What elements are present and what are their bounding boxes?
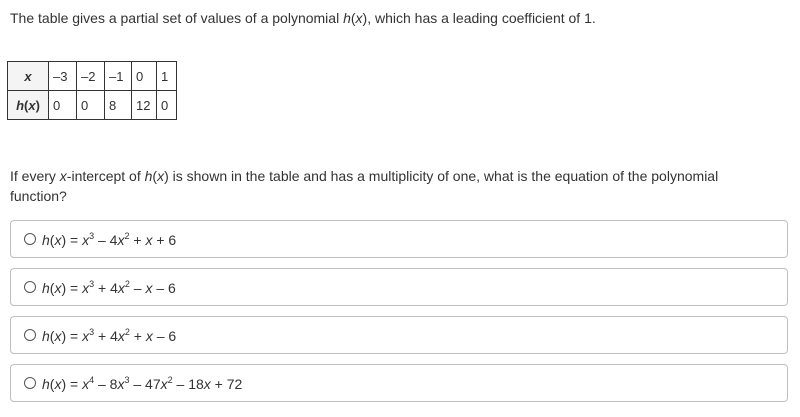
variable: x (117, 232, 125, 248)
variable: x (117, 280, 125, 296)
variable: x (203, 376, 211, 392)
table-cell: 1 (157, 62, 177, 91)
question-text (10, 166, 770, 206)
variable: x (145, 232, 153, 248)
variable: x (145, 280, 153, 296)
table-cell: 0 (49, 91, 77, 120)
option-equation (42, 231, 176, 249)
paren: ( (350, 10, 356, 26)
table-header-x (8, 62, 49, 91)
intro-text-part: ), which has a leading coefficient of 1. (362, 10, 596, 26)
variable: x (82, 328, 90, 344)
table-cell: 12 (132, 91, 157, 120)
intro-text (10, 9, 596, 27)
variable: x (355, 10, 363, 26)
equals: ) = (61, 376, 83, 392)
intro-text-part: The table gives a partial set of values of a polynomial (10, 10, 344, 26)
table-row-x (8, 62, 177, 91)
exponent: 2 (167, 375, 173, 385)
term: + (129, 232, 146, 248)
term: + 72 (210, 376, 243, 392)
table-header-h (8, 91, 49, 120)
term: – 47 (129, 376, 161, 392)
paren: ( (24, 97, 29, 113)
question-part: ) is shown in the table and has a multiplicity of one, what is the equation of the polynomial function? (10, 168, 719, 204)
variable: x (54, 376, 62, 392)
exponent: 2 (124, 231, 130, 241)
variable: x (157, 168, 165, 184)
equals: ) = (61, 328, 83, 344)
header-label: x (28, 97, 36, 113)
paren: ( (49, 280, 55, 296)
term: + 6 (152, 232, 177, 248)
variable: x (82, 280, 90, 296)
radio-unselected-icon[interactable] (24, 329, 36, 341)
variable: x (54, 328, 62, 344)
term: + (129, 328, 146, 344)
paren: ) (35, 97, 40, 113)
radio-unselected-icon[interactable] (24, 377, 36, 389)
variable: x (117, 376, 125, 392)
term: + 4 (94, 280, 118, 296)
answer-option-4[interactable] (10, 364, 788, 402)
term: – 6 (152, 328, 177, 344)
variable: x (160, 376, 168, 392)
table-cell: 0 (132, 62, 157, 91)
question-part: -intercept of (66, 168, 145, 184)
term: – 8 (94, 376, 118, 392)
exponent: 3 (124, 375, 130, 385)
variable: x (82, 376, 90, 392)
equals: ) = (61, 280, 83, 296)
table-cell: –3 (49, 62, 77, 91)
paren: ( (152, 168, 158, 184)
option-equation (42, 375, 242, 393)
term: + 4 (94, 328, 118, 344)
variable: x (54, 232, 62, 248)
table-row-h (8, 91, 177, 120)
paren: ( (49, 376, 55, 392)
function-name: h (343, 10, 351, 26)
exponent: 2 (124, 327, 130, 337)
table-cell: –1 (105, 62, 132, 91)
answer-option-1[interactable] (10, 220, 788, 258)
function-name: h (42, 232, 50, 248)
table-cell: 8 (105, 91, 132, 120)
function-name: h (42, 280, 50, 296)
term: – 4 (94, 232, 118, 248)
function-name: h (42, 376, 50, 392)
variable: x (117, 328, 125, 344)
paren: ( (49, 328, 55, 344)
table-cell: –2 (77, 62, 105, 91)
term: – 18 (172, 376, 204, 392)
option-equation (42, 327, 176, 345)
header-label: h (16, 97, 25, 113)
exponent: 3 (89, 231, 95, 241)
equals: ) = (61, 232, 83, 248)
table-cell: 0 (77, 91, 105, 120)
exponent: 4 (89, 375, 95, 385)
function-name: h (42, 328, 50, 344)
exponent: 3 (89, 279, 95, 289)
variable: x (59, 168, 67, 184)
answer-option-2[interactable] (10, 268, 788, 306)
term: – 6 (152, 280, 176, 296)
exponent: 2 (124, 279, 130, 289)
term: – (129, 280, 146, 296)
paren: ( (49, 232, 55, 248)
header-label: x (24, 68, 32, 84)
answer-option-3[interactable] (10, 316, 788, 354)
radio-unselected-icon[interactable] (24, 233, 36, 245)
values-table (7, 61, 177, 120)
variable: x (145, 328, 153, 344)
option-equation (42, 279, 176, 297)
variable: x (54, 280, 62, 296)
table-cell: 0 (157, 91, 177, 120)
radio-unselected-icon[interactable] (24, 281, 36, 293)
exponent: 3 (89, 327, 95, 337)
function-name: h (144, 168, 153, 184)
question-part: If every (10, 168, 60, 184)
variable: x (82, 232, 90, 248)
